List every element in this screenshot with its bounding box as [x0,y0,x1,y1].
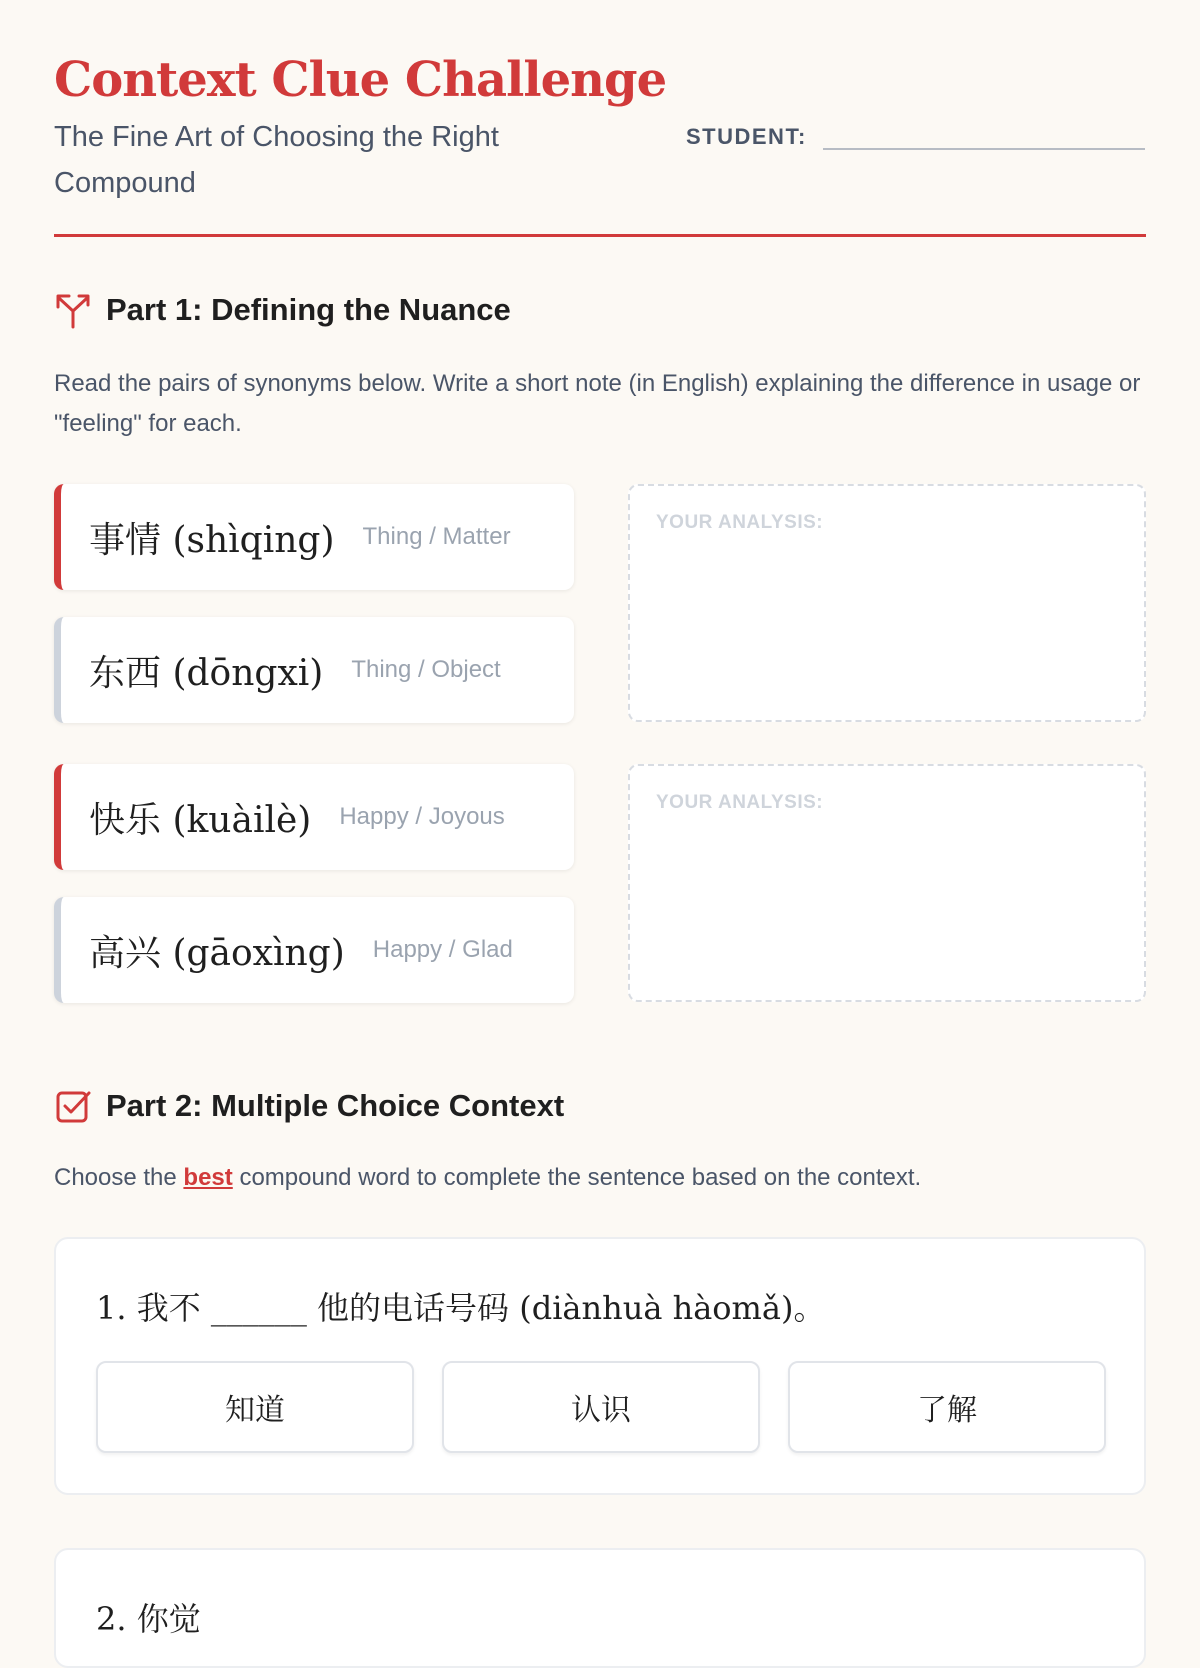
student-label: STUDENT: [686,124,807,149]
question-options [96,1361,1106,1453]
instructions-emphasis: best [183,1164,233,1191]
student-name-input[interactable] [823,116,1145,150]
option-button[interactable]: 了解 [788,1361,1106,1453]
analysis-box[interactable] [628,764,1146,1002]
instructions-text: compound word to complete the sentence based on the context. [232,1164,922,1191]
option-button[interactable]: 认识 [442,1361,760,1453]
analysis-label: YOUR ANALYSIS: [656,512,824,533]
split-arrows-icon [54,291,92,329]
analysis-label: YOUR ANALYSIS: [656,792,824,813]
word-gloss: Happy / Glad [372,936,513,963]
question-text: 1. 我不 ______ 他的电话号码 (diànhuà hàomǎ)。 [96,1289,826,1327]
analysis-box[interactable] [628,484,1146,722]
question-card [54,1548,1146,1668]
word-hanzi-pinyin: 事情 (shìqing) [89,519,335,561]
word-card [54,617,574,723]
part1-heading [54,291,511,329]
option-button[interactable]: 知道 [96,1361,414,1453]
page-subtitle: The Fine Art of Choosing the Right Compound [54,121,499,199]
word-gloss: Happy / Joyous [339,803,505,830]
word-card [54,764,574,870]
word-gloss: Thing / Matter [362,523,511,550]
part2-instructions [54,1158,1144,1198]
part2-heading [54,1087,564,1125]
checkbox-icon [54,1087,92,1125]
word-hanzi-pinyin: 东西 (dōngxi) [89,652,324,694]
worksheet-header [54,0,1146,237]
part1-instructions: Read the pairs of synonyms below. Write a short note (in English) explaining the difference in usage or "feeling" for each. [54,370,1141,437]
part2-title: Part 2: Multiple Choice Context [106,1088,565,1123]
student-field [686,116,1145,150]
word-card [54,897,574,1003]
question-text: 2. 你觉 [96,1600,201,1638]
page-title: Context Clue Challenge [54,52,667,108]
word-hanzi-pinyin: 快乐 (kuàilè) [89,799,312,841]
question-card [54,1237,1146,1495]
word-gloss: Thing / Object [351,656,501,683]
word-card [54,484,574,590]
word-hanzi-pinyin: 高兴 (gāoxìng) [89,932,345,974]
instructions-text: Choose the [54,1164,184,1191]
part1-title: Part 1: Defining the Nuance [106,292,511,327]
